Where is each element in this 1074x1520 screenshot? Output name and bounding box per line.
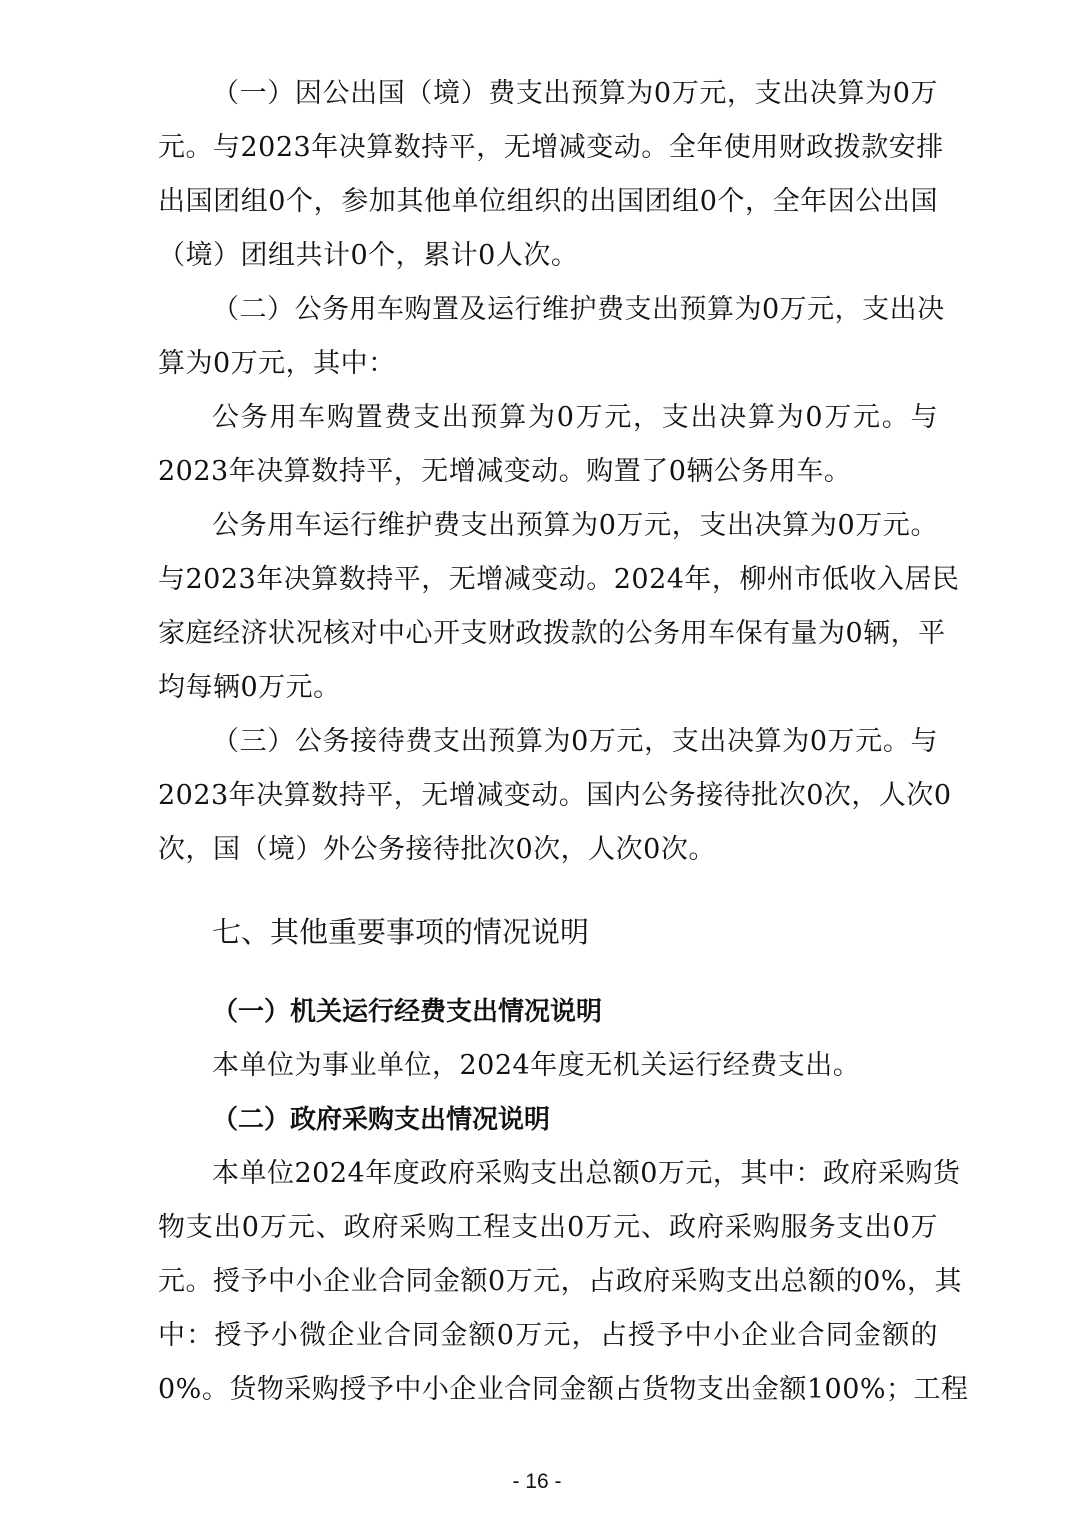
text-line: 次，国（境）外公务接待批次0次，人次0次。	[158, 834, 716, 865]
text-line: 出国团组0个，参加其他单位组织的出国团组0个，全年因公出国	[158, 186, 938, 217]
text-line: （二）公务用车购置及运行维护费支出预算为0万元，支出决	[212, 294, 945, 325]
subsection-heading: （一）机关运行经费支出情况说明	[212, 997, 603, 1027]
text-line: 公务用车购置费支出预算为0万元，支出决算为0万元。与	[212, 402, 938, 433]
text-line: （境）团组共计0个，累计0人次。	[158, 240, 579, 271]
text-line: 2023年决算数持平，无增减变动。国内公务接待批次0次，人次0	[158, 780, 952, 811]
text-line: （一）因公出国（境）费支出预算为0万元，支出决算为0万	[212, 78, 938, 109]
text-line: 算为0万元，其中：	[158, 348, 396, 379]
section-heading: 七、其他重要事项的情况说明	[212, 915, 590, 949]
subsection-heading: （二）政府采购支出情况说明	[212, 1105, 551, 1135]
text-line: 均每辆0万元。	[158, 672, 341, 703]
text-line: （三）公务接待费支出预算为0万元，支出决算为0万元。与	[212, 726, 938, 757]
text-line: 本单位2024年度政府采购支出总额0万元，其中：政府采购货	[212, 1158, 961, 1189]
page-number: - 16 -	[512, 1470, 562, 1493]
text-line: 物支出0万元、政府采购工程支出0万元、政府采购服务支出0万	[158, 1212, 938, 1243]
text-line: 中：授予小微企业合同金额0万元，占授予中小企业合同金额的	[158, 1320, 938, 1351]
text-line: 元。授予中小企业合同金额0万元，占政府采购支出总额的0%，其	[158, 1266, 963, 1297]
text-line: 元。与2023年决算数持平，无增减变动。全年使用财政拨款安排	[158, 132, 944, 163]
text-line: 公务用车运行维护费支出预算为0万元，支出决算为0万元。	[212, 510, 938, 541]
text-line: 0%。货物采购授予中小企业合同金额占货物支出金额100%；工程	[158, 1374, 969, 1405]
text-line: 与2023年决算数持平，无增减变动。2024年，柳州市低收入居民	[158, 564, 960, 595]
text-line: 2023年决算数持平，无增减变动。购置了0辆公务用车。	[158, 456, 852, 487]
text-line: 本单位为事业单位，2024年度无机关运行经费支出。	[212, 1050, 861, 1081]
text-line: 家庭经济状况核对中心开支财政拨款的公务用车保有量为0辆，平	[158, 618, 946, 649]
